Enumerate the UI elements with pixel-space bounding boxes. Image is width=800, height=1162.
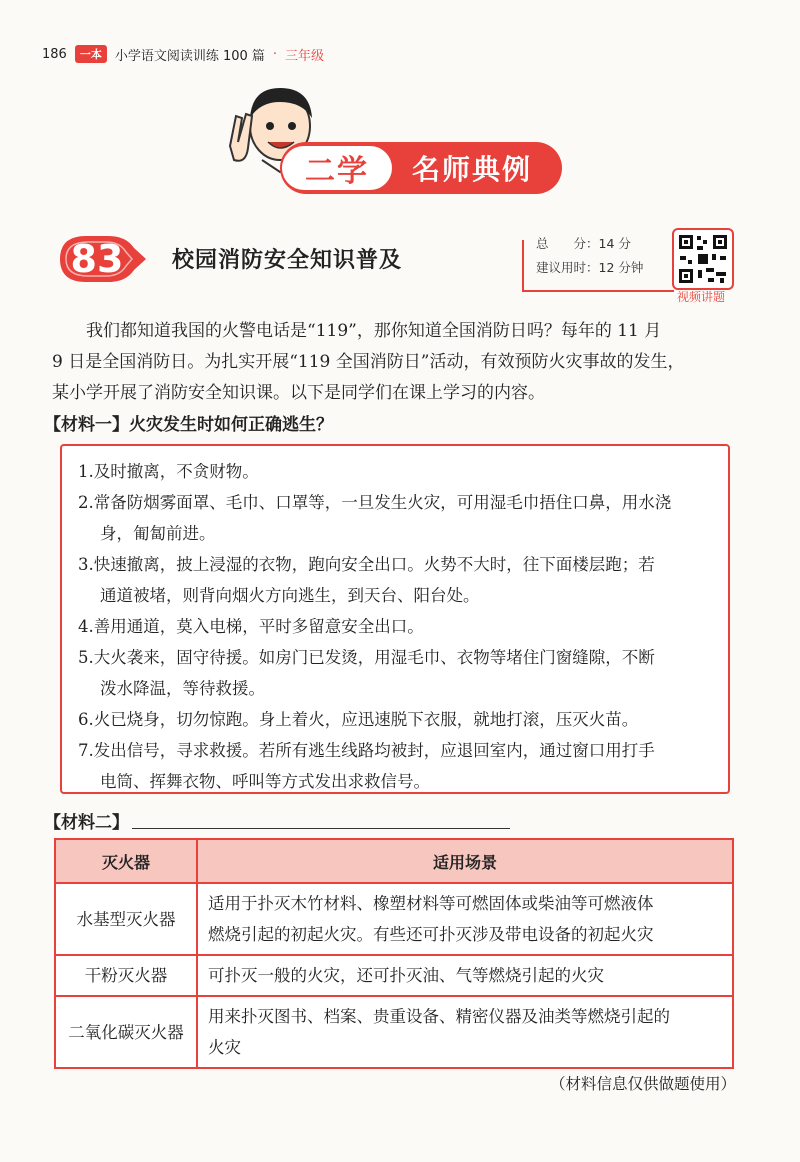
scenario-line: 用来扑灭图书、档案、贵重设备、精密仪器及油类等燃烧引起的 <box>208 1007 670 1026</box>
extinguisher-table <box>54 838 734 1069</box>
table-row <box>55 996 733 1068</box>
page-number: 186 <box>42 46 67 62</box>
extinguisher-name: 二氧化碳灭火器 <box>55 996 197 1068</box>
time-value: 12 分钟 <box>598 260 644 275</box>
brand-badge: 一本 <box>75 45 107 63</box>
list-item: 3.快速撤离，披上浸湿的衣物，跑向安全出口。火势不大时，往下面楼层跑；若 <box>78 555 655 574</box>
banner-left-text: 二学 <box>282 146 392 190</box>
list-item: 6.火已烧身，切勿惊跑。身上着火，应迅速脱下衣服，就地打滚，压灭火苗。 <box>78 710 639 729</box>
time-label: 建议用时： <box>536 260 599 275</box>
grade-label: 三年级 <box>285 48 325 64</box>
lesson-number: 83 <box>70 237 124 281</box>
banner-right-text: 名师典例 <box>411 153 532 186</box>
scenario-line: 可扑灭一般的火灾，还可扑灭油、气等燃烧引起的火灾 <box>208 966 604 985</box>
list-item: 身，匍匐前进。 <box>100 524 216 543</box>
extinguisher-name: 水基型灭火器 <box>55 883 197 955</box>
score-box <box>524 232 664 292</box>
scenario-line: 适用于扑灭木竹材料、橡塑材料等可燃固体或柴油等可燃液体 <box>208 894 654 913</box>
lesson-title: 校园消防安全知识普及 <box>172 247 403 273</box>
material-one-box <box>60 444 730 794</box>
list-item: 2.常备防烟雾面罩、毛巾、口罩等，一旦发生火灾，可用湿毛巾捂住口鼻，用水浇 <box>78 493 672 512</box>
total-score-label: 总 分： <box>536 236 599 251</box>
video-explanation-label[interactable]: 视频讲题 <box>676 290 725 304</box>
table-row <box>55 955 733 996</box>
scenario-cell <box>197 883 733 955</box>
scenario-cell <box>197 955 733 996</box>
series-title: 小学语文阅读训练 100 篇 <box>114 48 265 64</box>
column-header-extinguisher: 灭火器 <box>55 839 197 883</box>
scenario-cell <box>197 996 733 1068</box>
list-item: 7.发出信号，寻求救援。若所有逃生线路均被封，应退回室内，通过窗口用打手 <box>78 741 655 760</box>
list-item: 电筒、挥舞衣物、呼叫等方式发出求救信号。 <box>100 772 430 791</box>
column-header-scenario: 适用场景 <box>197 839 733 883</box>
material-one-title: 【材料一】火灾发生时如何正确逃生？ <box>44 415 333 435</box>
footnote: （材料信息仅供做题使用） <box>549 1075 736 1093</box>
page-header <box>42 44 324 64</box>
list-item: 5.大火袭来，固守待援。如房门已发烫，用湿毛巾、衣物等堵住门窗缝隙，不断 <box>78 648 655 667</box>
intro-line-3: 某小学开展了消防安全知识课。以下是同学们在课上学习的内容。 <box>52 383 545 403</box>
intro-line-1: 我们都知道我国的火警电话是“119”，那你知道全国消防日吗？每年的 11 月 <box>86 321 662 341</box>
scenario-line: 火灾 <box>208 1038 241 1057</box>
scenario-line: 燃烧引起的初起火灾。有些还可扑灭涉及带电设备的初起火灾 <box>208 925 654 944</box>
qr-code-icon[interactable] <box>672 228 734 290</box>
list-item: 通道被堵，则背向烟火方向逃生，到天台、阳台处。 <box>100 586 480 605</box>
extinguisher-name: 干粉灭火器 <box>55 955 197 996</box>
separator: · <box>272 46 278 62</box>
table-header-row <box>55 839 733 883</box>
list-item: 1.及时撤离，不贪财物。 <box>78 462 259 481</box>
list-item: 4.善用通道，莫入电梯，平时多留意安全出口。 <box>78 617 424 636</box>
intro-line-2: 9 日是全国消防日。为扎实开展“119 全国消防日”活动，有效预防火灾事故的发生， <box>52 352 685 372</box>
list-item: 泼水降温，等待救援。 <box>100 679 265 698</box>
table-row <box>55 883 733 955</box>
total-score-value: 14 分 <box>598 236 631 251</box>
answer-blank-line[interactable] <box>132 828 510 829</box>
material-two-title: 【材料二】 <box>44 813 129 833</box>
